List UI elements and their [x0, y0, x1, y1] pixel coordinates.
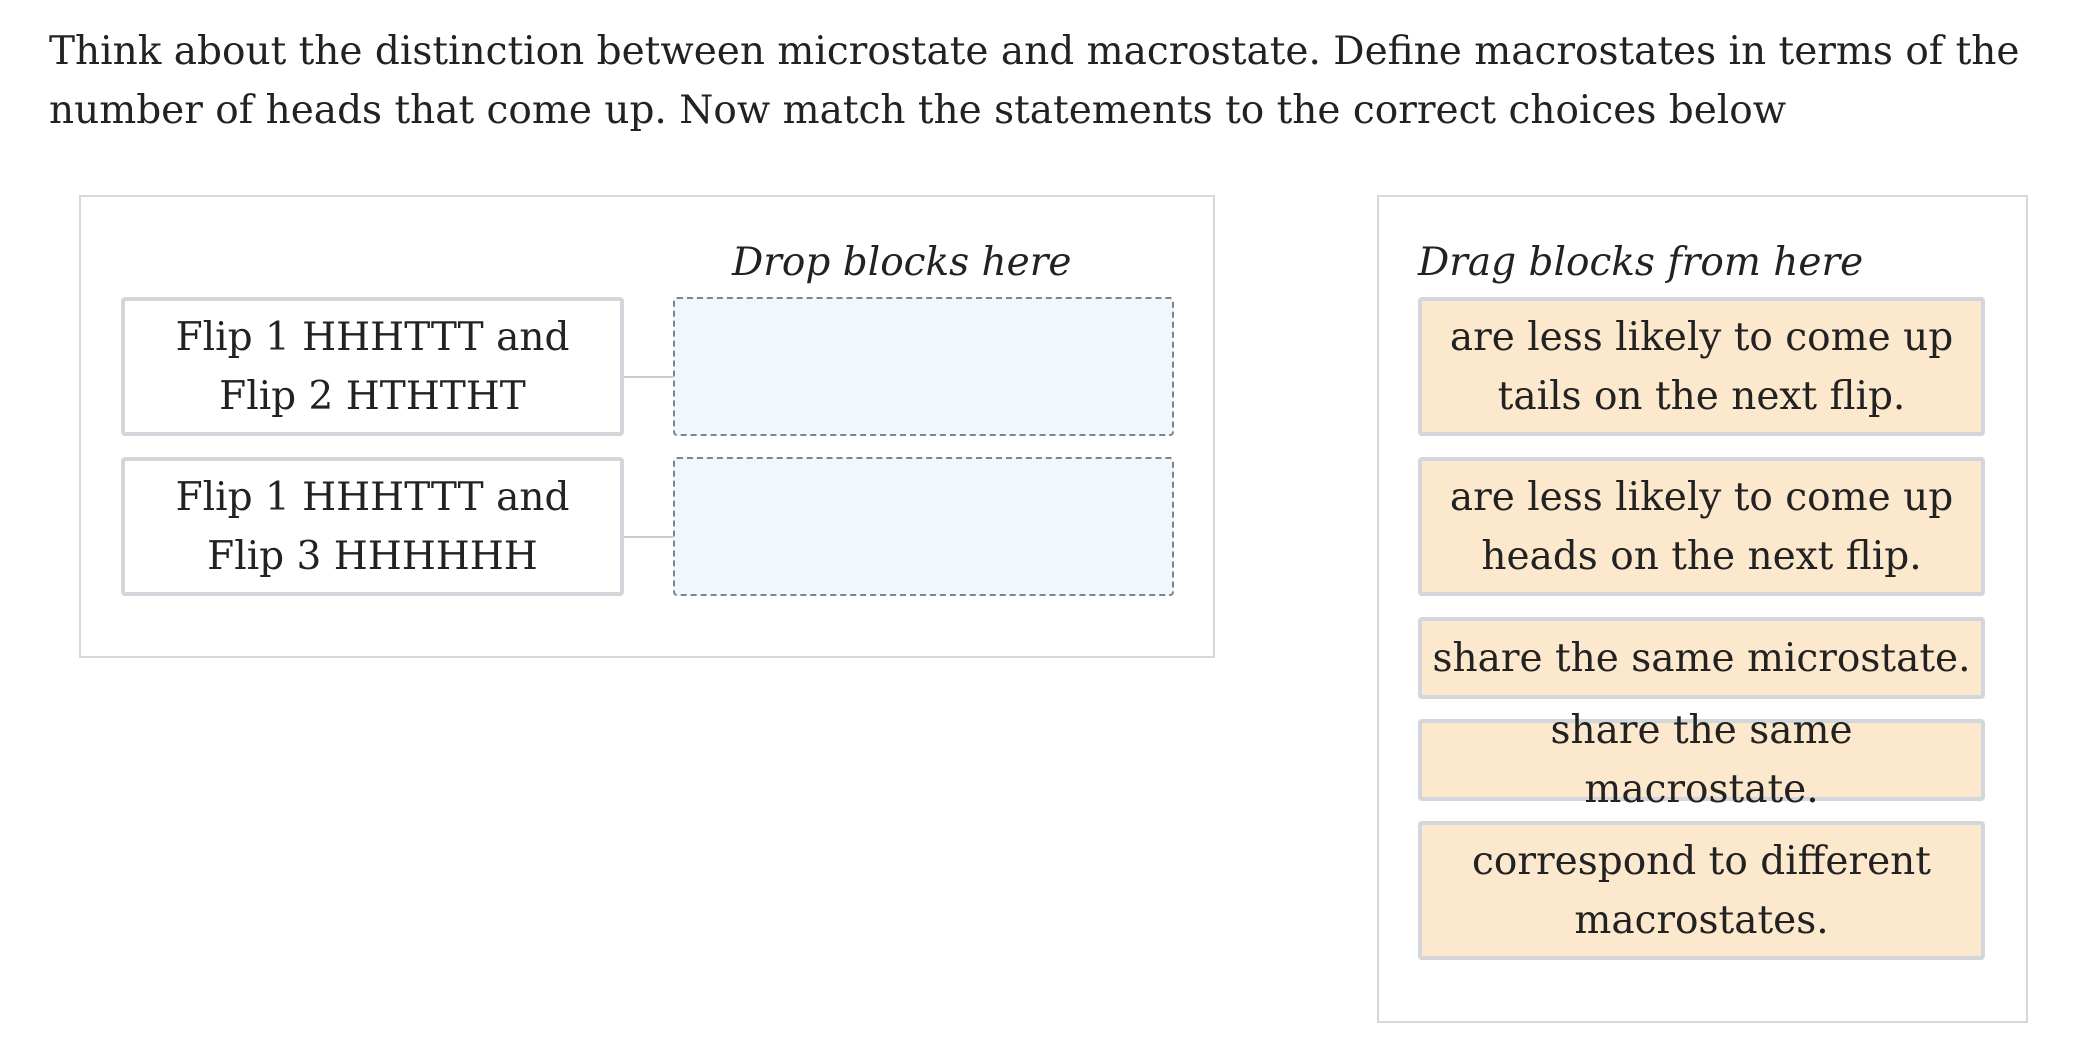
statement-1: Flip 1 HHHTTT and Flip 2 HTHTHT: [121, 297, 624, 436]
statement-2: Flip 1 HHHTTT and Flip 3 HHHHHH: [121, 457, 624, 596]
question-prompt: Think about the distinction between microstate and macrostate. Define macrostates in terms of the number of heads that come up. Now match the statements to the correct choices below: [49, 29, 2020, 133]
drop-area-label: Drop blocks here: [732, 240, 1072, 285]
drag-block-different-macrostates[interactable]: correspond to different macrostates.: [1418, 821, 1985, 960]
dropzone-1[interactable]: [673, 297, 1174, 436]
drag-block-less-likely-heads[interactable]: are less likely to come up heads on the next flip.: [1418, 457, 1985, 596]
drag-block-same-microstate[interactable]: share the same microstate.: [1418, 617, 1985, 699]
connector-line: [624, 376, 674, 378]
drag-area-label: Drag blocks from here: [1418, 240, 1864, 285]
dropzone-2[interactable]: [673, 457, 1174, 596]
connector-line: [624, 536, 674, 538]
drag-block-less-likely-tails[interactable]: are less likely to come up tails on the next flip.: [1418, 297, 1985, 436]
drag-block-same-macrostate[interactable]: share the same macrostate.: [1418, 719, 1985, 801]
